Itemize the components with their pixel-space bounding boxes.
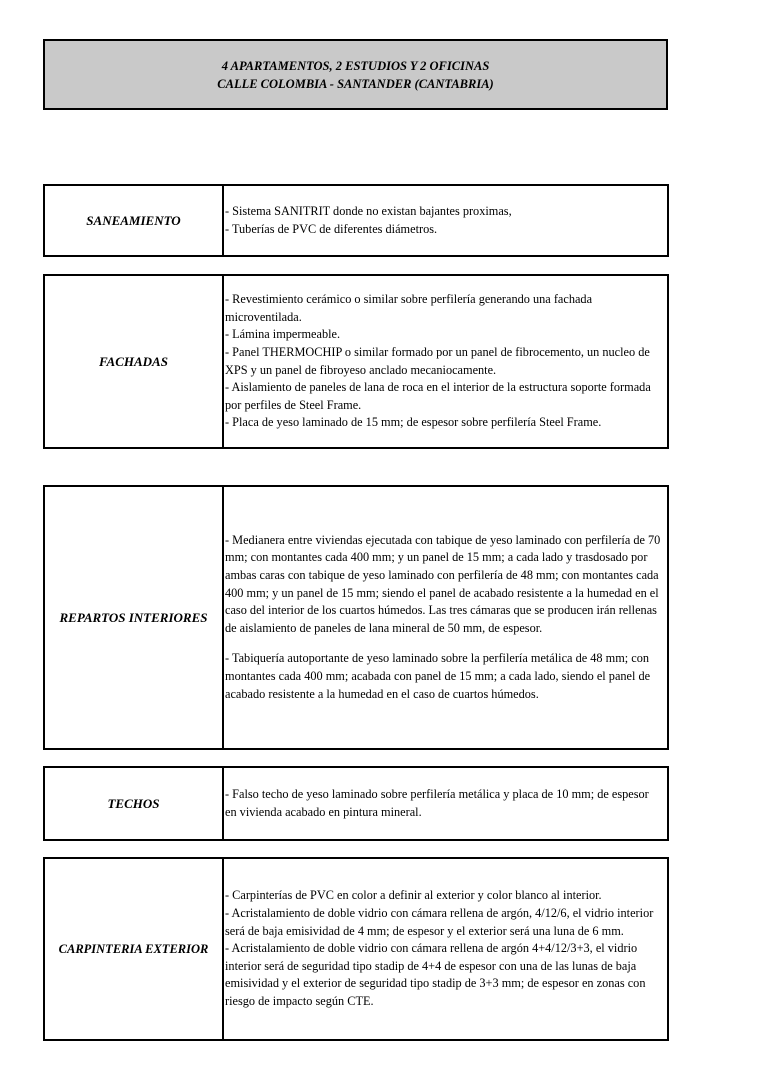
- spec-line: - Panel THERMOCHIP o similar formado por un panel de fibrocemento, un nucleo de XPS y un panel de fibroyeso anclado mecaniocamente.: [225, 344, 650, 377]
- section-saneamiento: [43, 184, 669, 257]
- title-line-1: 4 APARTAMENTOS, 2 ESTUDIOS Y 2 OFICINAS: [221, 58, 490, 73]
- spec-line: - Tuberías de PVC de diferentes diámetros.: [225, 221, 438, 236]
- section-label: REPARTOS INTERIORES: [45, 487, 224, 748]
- section-carpinteria-exterior: [43, 857, 669, 1041]
- section-content: [224, 768, 667, 839]
- section-repartos-interiores: [43, 485, 669, 750]
- section-label: TECHOS: [45, 768, 224, 839]
- section-content: [224, 276, 667, 447]
- spec-line: - Acristalamiento de doble vidrio con cámara rellena de argón, 4/12/6, el vidrio interior será de baja emisividad de 4 mm; de espesor y el exterior será una luna de 6 mm.: [225, 906, 654, 938]
- section-fachadas: [43, 274, 669, 449]
- section-label: CARPINTERIA EXTERIOR: [45, 859, 224, 1039]
- spec-paragraph: - Tabiquería autoportante de yeso laminado sobre la perfilería metálica de 48 mm; con montantes cada 400 mm; acabada con panel de 15 mm; a cada lado, siendo el panel de acabado resistente a la humedad en el caso de cuartos húmedos.: [225, 651, 651, 701]
- section-label: FACHADAS: [45, 276, 224, 447]
- document-title-box: [43, 39, 668, 110]
- title-line-2: CALLE COLOMBIA - SANTANDER (CANTABRIA): [217, 76, 494, 91]
- section-content: [224, 859, 667, 1039]
- spec-line: - Sistema SANITRIT donde no existan bajantes proximas,: [225, 203, 512, 218]
- spec-line: - Revestimiento cerámico o similar sobre perfilería generando una fachada microventilada.: [225, 292, 593, 324]
- section-content: [224, 186, 667, 255]
- section-content: [224, 487, 667, 748]
- spec-line: - Falso techo de yeso laminado sobre perfilería metálica y placa de 10 mm; de espesor en vivienda acabado en pintura mineral.: [225, 786, 649, 819]
- spec-line: - Aislamiento de paneles de lana de roca en el interior de la estructura soporte formada por perfiles de Steel Frame.: [225, 380, 651, 412]
- section-techos: [43, 766, 669, 841]
- section-label: SANEAMIENTO: [45, 186, 224, 255]
- paragraph-gap: [225, 637, 663, 650]
- spec-paragraph: - Medianera entre viviendas ejecutada con tabique de yeso laminado con perfilería de 70 mm; con montantes cada 400 mm; y un panel de 15 mm; a cada lado y trasdosado por ambas caras con tabique de yeso laminado con perfilería de 48 mm; con montantes cada 400 mm; y un panel de 15 mm; siendo el panel de acabado resistente a la humedad en el caso del interior de los cuartos húmedos. Las tres cámaras que se producen irán rellenas de aislamiento de paneles de lana mineral de 50 mm, de espesor.: [225, 532, 661, 635]
- spec-line: - Placa de yeso laminado de 15 mm; de espesor sobre perfilería Steel Frame.: [225, 415, 602, 430]
- spec-line: - Acristalamiento de doble vidrio con cámara rellena de argón 4+4/12/3+3, el vidrio interior será de seguridad tipo stadip de 4+4 de espesor con una de las lunas de baja emisividad y el exterior de seguridad tipo stadip de 3+3 mm; de espesor en zonas con riesgo de impacto según CTE.: [225, 941, 646, 1008]
- spec-line: - Carpinterías de PVC en color a definir al exterior y color blanco al interior.: [225, 888, 602, 903]
- spec-line: - Lámina impermeable.: [225, 327, 341, 342]
